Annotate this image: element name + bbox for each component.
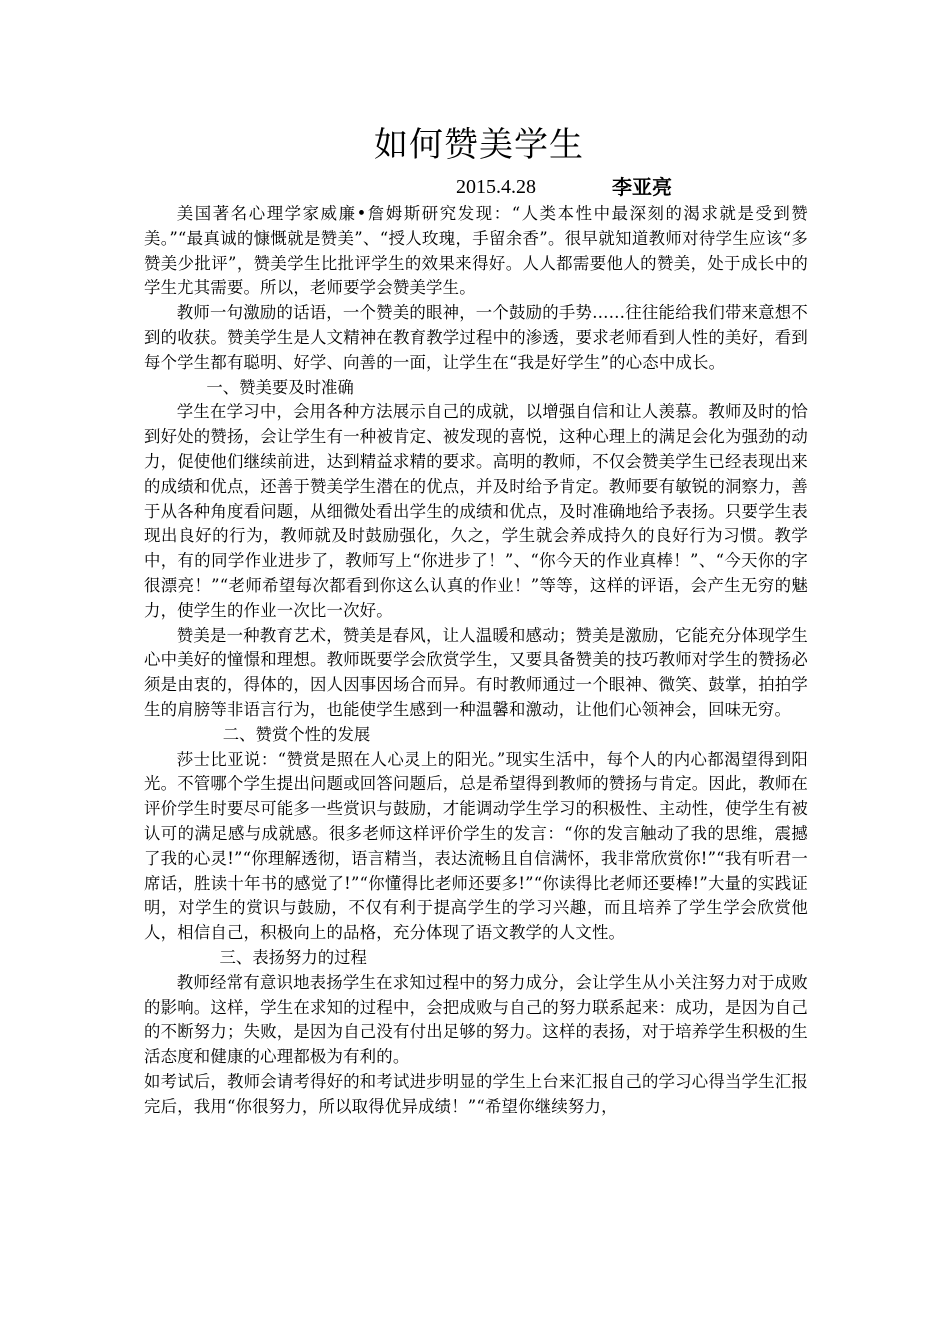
- section-heading-1: 一、赞美要及时准确: [206, 377, 354, 397]
- section2-paragraph-1: 莎士比亚说：“赞赏是照在人心灵上的阳光。”现实生活中，每个人的内心都渴望得到阳光。不管哪个学生提出问题或回答问题后，总是希望得到教师的赞扬与肯定。因此，教师在评价学生时要尽可能多一些赏识与鼓励，才能调动学生学习的积极性、主动性，使学生有被认可的满足感与成就感。很多老师这样评价学生的发言：“你的发言触动了我的思维，震撼了我的心灵!”“你理解透彻，语言精当，表达流畅且自信满怀，我非常欣赏你!”“我有听君一席话，胜读十年书的感觉了!”“你懂得比老师还要多!”“你读得比老师还要棒!”大量的实践证明，对学生的赏识与鼓励，不仅有利于提高学生的学习兴趣，而且培养了学生学会欣赏他人，相信自己，积极向上的品格，充分体现了语文教学的人文性。: [144, 749, 808, 943]
- intro-paragraph-1: 美国著名心理学家威廉•詹姆斯研究发现：“人类本性中最深刻的渴求就是受到赞美。”“最真诚的慷慨就是赞美”、“授人玫瑰，手留余香”。很早就知道教师对待学生应该“多赞美少批评”，赞美学生比批评学生的效果来得好。人人都需要他人的赞美，处于成长中的学生尤其需要。所以，老师要学会赞美学生。: [144, 204, 808, 298]
- section-heading-3: 三、表扬努力的过程: [219, 947, 367, 967]
- document-meta: [144, 172, 808, 202]
- section1-paragraph-2: 赞美是一种教育艺术，赞美是春风，让人温暖和感动；赞美是激励，它能充分体现学生心中美好的憧憬和理想。教师既要学会欣赏学生，又要具备赞美的技巧教师对学生的赞扬必须是由衷的，得体的，因人因事因场合而异。有时教师通过一个眼神、微笑、鼓掌，拍拍学生的肩膀等非语言行为，也能使学生感到一种温馨和激动，让他们心领神会，回味无穷。: [144, 625, 808, 719]
- document-date: 2015.4.28: [456, 176, 536, 198]
- section-heading-2: 二、赞赏个性的发展: [222, 724, 371, 744]
- document-page: [144, 120, 808, 1119]
- document-title: 如何赞美学生: [374, 125, 584, 165]
- document-author: 李亚亮: [612, 175, 672, 199]
- intro-paragraph-2: 教师一句激励的话语，一个赞美的眼神，一个鼓励的手势……往往能给我们带来意想不到的收获。赞美学生是人文精神在教育教学过程中的渗透，要求老师看到人性的美好，看到每个学生都有聪明、好学、向善的一面，让学生在“我是好学生”的心态中成长。: [144, 303, 808, 372]
- section3-paragraph-1: 教师经常有意识地表扬学生在求知过程中的努力成分，会让学生从小关注努力对于成败的影响。这样，学生在求知的过程中，会把成败与自己的努力联系起来：成功，是因为自己的不断努力；失败，是因为自己没有付出足够的努力。这样的表扬，对于培养学生积极的生活态度和健康的心理都极为有利的。: [144, 972, 808, 1067]
- section3-paragraph-2: 如考试后，教师会请考得好的和考试进步明显的学生上台来汇报自己的学习心得当学生汇报完后，我用“你很努力，所以取得优异成绩！”“希望你继续努力，: [144, 1071, 808, 1116]
- section1-paragraph-1: 学生在学习中，会用各种方法展示自己的成就，以增强自信和让人羡慕。教师及时的恰到好处的赞扬，会让学生有一种被肯定、被发现的喜悦，这种心理上的满足会化为强劲的动力，促使他们继续前进，达到精益求精的要求。高明的教师，不仅会赞美学生已经表现出来的成绩和优点，还善于赞美学生潜在的优点，并及时给予肯定。教师要有敏锐的洞察力，善于从各种角度看问题，从细微处看出学生的成绩和优点，及时准确地给予表扬。只要学生表现出良好的行为，教师就及时鼓励强化，久之，学生就会养成持久的良好行为习惯。教学中，有的同学作业进步了，教师写上“你进步了！”、“你今天的作业真棒！”、“今天你的字很漂亮！”“老师希望每次都看到你这么认真的作业！”等等，这样的评语，会产生无穷的魅力，使学生的作业一次比一次好。: [144, 402, 808, 620]
